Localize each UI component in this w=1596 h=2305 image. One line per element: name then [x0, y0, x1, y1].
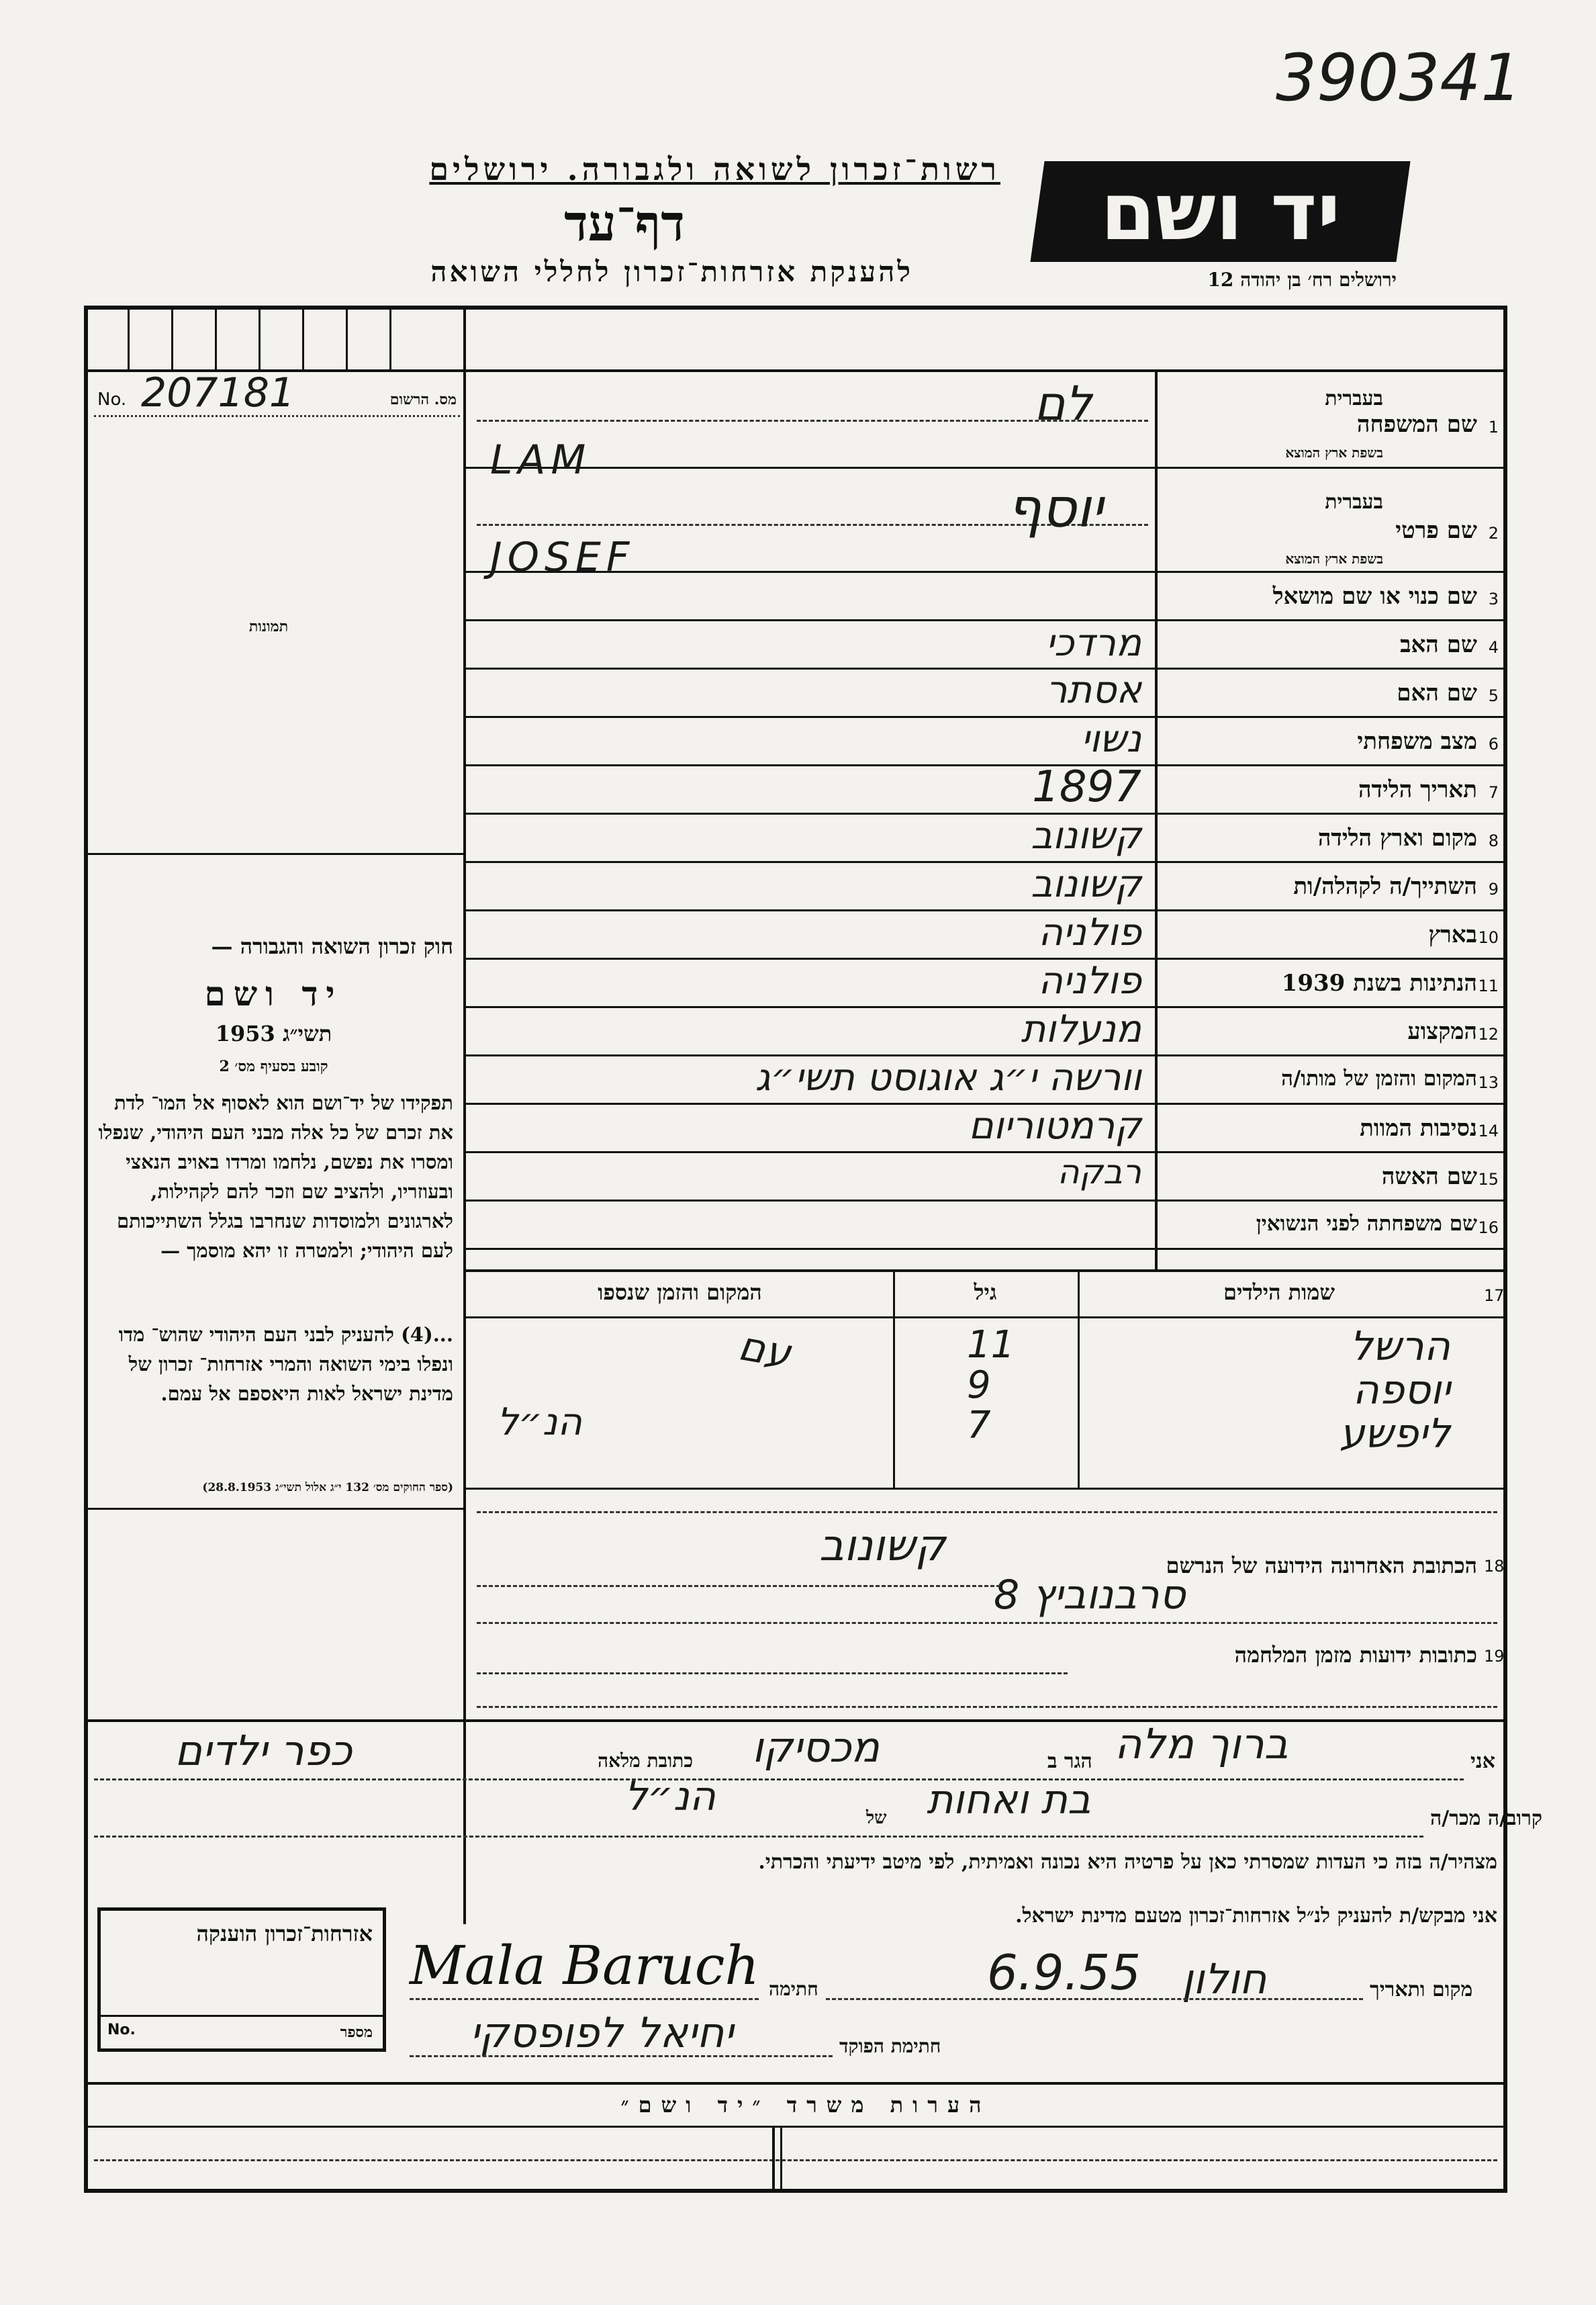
law-year: תשי״ג 1953 [215, 1021, 332, 1046]
value-first-hebrew: יוסף [1007, 477, 1103, 539]
registration-row [94, 369, 460, 417]
citizenship-granted-box [97, 1907, 386, 2052]
value-wife: רבקה [1057, 1152, 1141, 1191]
child-1-age: 11 [967, 1323, 1015, 1367]
decl-line-1: מצהיר/ה בזה כי העדות שמסרתי כאן על פרטיה היא נכונה ואמיתית, לפי מיטב ידיעתי והכרתי. [758, 1850, 1497, 1874]
official-signature: יחיאל לפופסקי [470, 2008, 734, 2057]
law-name: יד ושם [204, 974, 343, 1013]
decl-ani: אני [1470, 1750, 1495, 1773]
decl-line-2: אני מבקש/ת להעניק לנ״ל אזרחות־זכרון מטעם מדינת ישראל. [1015, 1904, 1497, 1928]
children-col-age: גיל [974, 1279, 997, 1305]
official-signature-label: חתימת הפוקד [839, 2035, 941, 2057]
field-11: 11 הנתינות בשנת 1939 [1281, 970, 1499, 997]
value-last-address: קשונוב [819, 1521, 946, 1571]
value-father: מרדכי [1045, 621, 1141, 665]
field-6: 6 מצב משפחתי [1357, 728, 1499, 755]
child-1-name: הרשל [1350, 1323, 1450, 1370]
value-birth-place: קשונוב [1031, 814, 1141, 858]
authority-title: רשות־זכרון לשואה ולגבורה. ירושלים [429, 151, 1000, 187]
value-death-circumstances: קרמטוריום [968, 1104, 1141, 1148]
yad-vashem-logo [1030, 161, 1410, 262]
value-mother: אסתר [1045, 668, 1141, 712]
decl-place-date-label: מקום ותאריך [1370, 1978, 1473, 2001]
wartime-address-label: כתובות ידועות מזמן המלחמה [1234, 1642, 1477, 1668]
law-section: קובע בסעיף מס׳ 2 [219, 1058, 328, 1075]
value-last-address-street: סרבנוביץ 8 [994, 1572, 1186, 1619]
field-13: 13 המקום והזמן של מותו/ה [1281, 1067, 1499, 1092]
value-marital: נשוי [1081, 717, 1141, 761]
field-17-number: 17 [1484, 1286, 1505, 1305]
logo-address: ירושלים רח׳ בן יהודה 12 [1207, 269, 1397, 291]
child-2-name: יוספה [1352, 1367, 1450, 1414]
office-notes-title: הערות משרד ״יד ושם״ [620, 2092, 991, 2118]
decl-address-value: כפר ילדים [175, 1726, 353, 1775]
stamp-box-no: No. [107, 2022, 136, 2038]
law-paragraph-2: ...(4) להעניק לבני העם היהודי שהוש־ מדו ונפלו בימי השואה והמרי אזרחות־ זכרון של מדינת ישראל לאות היאספם אל עמם. [118, 1323, 453, 1405]
form-title: דף־עד [564, 195, 685, 253]
child-2-age: 9 [967, 1363, 991, 1407]
field-14: 14 נסיבות המוות [1360, 1115, 1499, 1142]
value-family-hebrew: לם [1034, 376, 1092, 431]
registration-heb-label: מס. הרשום [389, 391, 457, 408]
decl-of-value: הנ״ל [624, 1773, 716, 1820]
value-first-latin: JOSEF [490, 534, 635, 581]
field-7: 7 תאריך הלידה [1358, 776, 1499, 803]
field-3: 3 שם כנוי או שם מושאל [1272, 583, 1499, 610]
children-col-names: שמות הילדים [1223, 1279, 1335, 1305]
file-number: 390341 [1276, 40, 1522, 116]
decl-signature: Mala Baruch [410, 1934, 759, 1997]
value-citizenship-1939: פולניה [1038, 959, 1141, 1003]
stamp-box-title: אזרחות־זכרון הוענקה [196, 1921, 373, 1946]
registration-no-label: No. [97, 390, 127, 410]
field-19-number: 19 [1484, 1647, 1505, 1666]
decl-relation-label: קרוב/ה מכר/ה [1430, 1807, 1542, 1830]
decl-signature-label: חתימה [769, 1978, 818, 2000]
children-col-place: המקום והזמן שנספו [598, 1279, 762, 1305]
field-9: 9 השתייך/ה לקהלה/ות [1293, 873, 1499, 900]
field-16: 16 שם משפחתה לפני הנשואין [1256, 1212, 1499, 1237]
child-3-name: ליפשע [1339, 1410, 1450, 1457]
value-country: פולניה [1038, 911, 1141, 954]
value-birth-date: 1897 [1032, 762, 1141, 812]
form-subtitle: להענקת אזרחות־זכרון לחללי השואה [430, 255, 913, 288]
decl-full-address-label: כתובת מלאה [598, 1750, 694, 1772]
photo-label: תמונות [248, 618, 289, 635]
child-1-place: עם [735, 1322, 794, 1378]
field-18-number: 18 [1484, 1557, 1505, 1576]
decl-date: 6.9.55 [987, 1944, 1141, 2001]
field-4: 4 שם האב [1400, 631, 1499, 658]
law-citation: (ספר החוקים מס׳ 132 י״ג אלול תשי״ג 28.8.1953) [202, 1481, 453, 1494]
value-family-latin: LAM [490, 437, 592, 484]
law-paragraph-1: תפקידו של יד־ושם הוא לאסוף אל המו־ לדת את זכרם של כל אלה מבני העם היהודי, שנפלו ומסרו את נפשם, נלחמו ומרדו באויב הנאצי ובעוזריו, ולהציב שם וזכר להם לקהילות, לארגונים ולמוסדות שנחרבו בגלל השתייכותם לעם היהודי; ולמטרה זו יהא מוסמך — [98, 1091, 453, 1262]
field-8: 8 מקום וארץ הלידה [1317, 825, 1499, 852]
decl-name: ברוך מלה [1115, 1719, 1288, 1768]
stamp-box-heb-label: מספר [340, 2024, 373, 2041]
decl-relation: בת ואחות [927, 1776, 1091, 1823]
registration-number: 207181 [141, 369, 295, 416]
value-death-place: וורשה י״ג אוגוסט תשי״ג [755, 1056, 1141, 1099]
value-profession: מנעלות [1021, 1007, 1141, 1051]
decl-resides-label: הגר ב [1047, 1750, 1092, 1773]
child-3-place: הנ״ל [497, 1400, 582, 1444]
decl-of-label: של [866, 1808, 887, 1828]
field-1: 1 שם המשפחה בעברית בשפת ארץ המוצא [1285, 387, 1499, 461]
field-15: 15 שם האשה [1381, 1163, 1499, 1190]
decl-place: חולון [1182, 1954, 1267, 2003]
child-3-age: 7 [967, 1404, 991, 1447]
last-address-label: הכתובת האחרונה הידועה של הנרשם [1166, 1553, 1477, 1578]
decl-city: מכסיקו [752, 1723, 880, 1772]
field-5: 5 שם האם [1397, 680, 1499, 707]
field-12: 12 המקצוע [1407, 1018, 1499, 1045]
field-2: 2 שם פרטי בעברית בשפת ארץ המוצא [1285, 490, 1499, 567]
logo-text: יד ושם [1100, 165, 1341, 258]
field-10: 10 בארץ [1428, 921, 1499, 948]
value-community: קשונוב [1031, 862, 1141, 906]
law-title: חוק זכרון השואה והגבורה — [211, 934, 453, 959]
